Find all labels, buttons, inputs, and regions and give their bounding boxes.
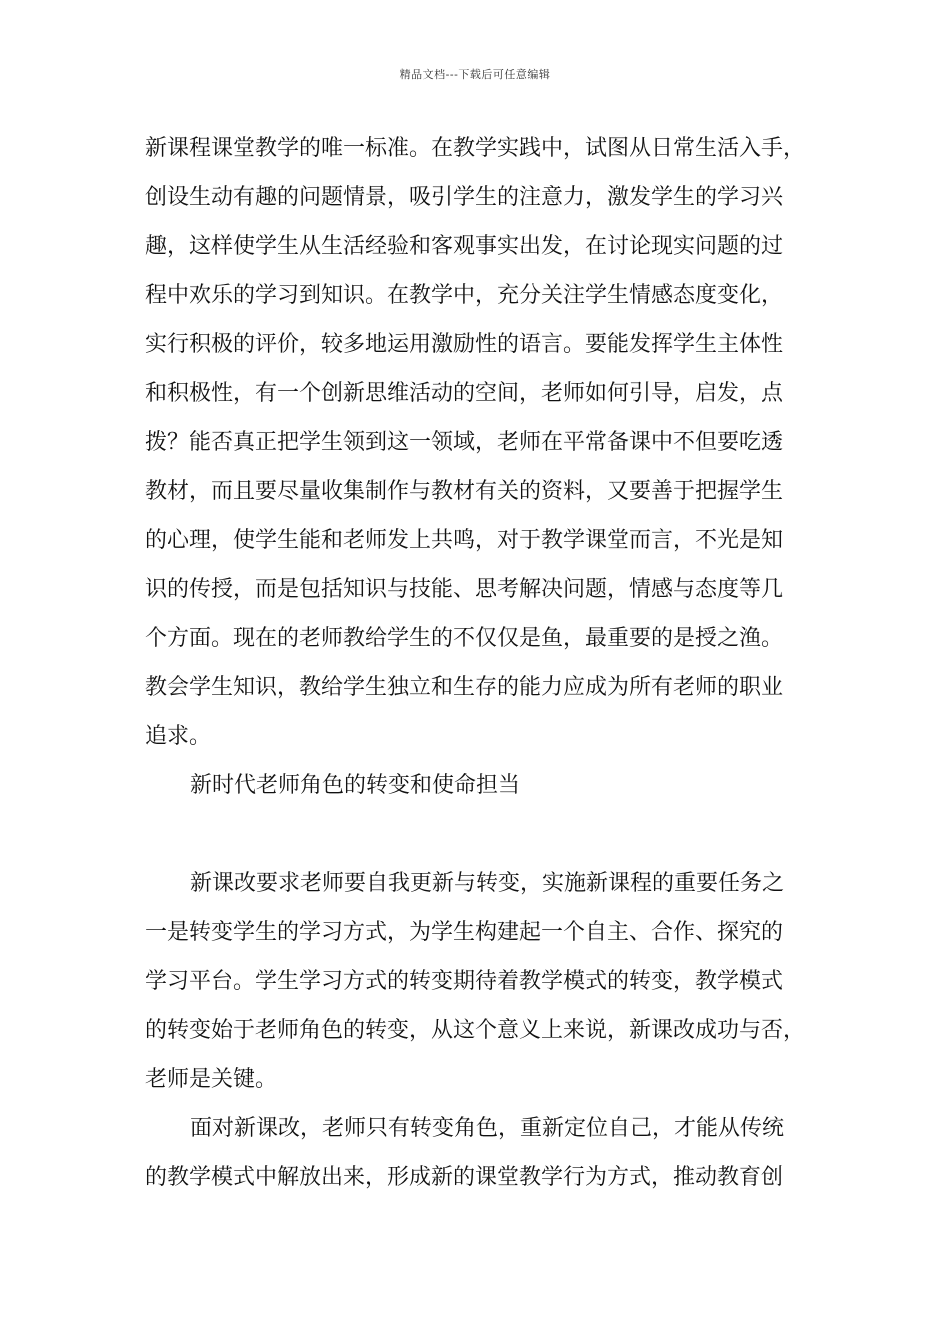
body-line: 教材，而且要尽量收集制作与教材有关的资料，又要善于把握学生 bbox=[145, 479, 784, 504]
body-line: 新课改要求老师要自我更新与转变，实施新课程的重要任务之 bbox=[190, 871, 785, 896]
body-line: 学习平台。学生学习方式的转变期待着教学模式的转变，教学模式 bbox=[145, 969, 784, 994]
body-line: 趣，这样使学生从生活经验和客观事实出发，在讨论现实问题的过 bbox=[145, 234, 784, 259]
body-line: 一是转变学生的学习方式，为学生构建起一个自主、合作、探究的 bbox=[145, 920, 784, 945]
body-line: 程中欢乐的学习到知识。在教学中，充分关注学生情感态度变化， bbox=[145, 283, 784, 308]
body-line: 创设生动有趣的问题情景，吸引学生的注意力，激发学生的学习兴 bbox=[145, 185, 784, 210]
body-line: 和积极性，有一个创新思维活动的空间，老师如何引导，启发，点 bbox=[145, 381, 784, 406]
section-heading: 新时代老师角色的转变和使命担当 bbox=[190, 773, 521, 798]
body-line: 面对新课改，老师只有转变角色，重新定位自己，才能从传统 bbox=[190, 1116, 785, 1141]
body-line: 新课程课堂教学的唯一标准。在教学实践中，试图从日常生活入手， bbox=[145, 136, 806, 161]
body-line: 的转变始于老师角色的转变，从这个意义上来说，新课改成功与否， bbox=[145, 1018, 806, 1043]
body-line: 教会学生知识，教给学生独立和生存的能力应成为所有老师的职业 bbox=[145, 675, 784, 700]
body-line: 的教学模式中解放出来，形成新的课堂教学行为方式，推动教育创 bbox=[145, 1165, 784, 1190]
body-line: 追求。 bbox=[145, 724, 212, 749]
body-line: 老师是关键。 bbox=[145, 1067, 278, 1092]
page-header: 精品文档---下载后可任意编辑 bbox=[399, 68, 551, 81]
body-line: 拨？能否真正把学生领到这一领域，老师在平常备课中不但要吃透 bbox=[145, 430, 784, 455]
body-line: 个方面。现在的老师教给学生的不仅仅是鱼，最重要的是授之渔。 bbox=[145, 626, 784, 651]
body-line: 识的传授，而是包括知识与技能、思考解决问题，情感与态度等几 bbox=[145, 577, 784, 602]
body-line: 实行积极的评价，较多地运用激励性的语言。要能发挥学生主体性 bbox=[145, 332, 784, 357]
body-line: 的心理，使学生能和老师发上共鸣，对于教学课堂而言，不光是知 bbox=[145, 528, 784, 553]
